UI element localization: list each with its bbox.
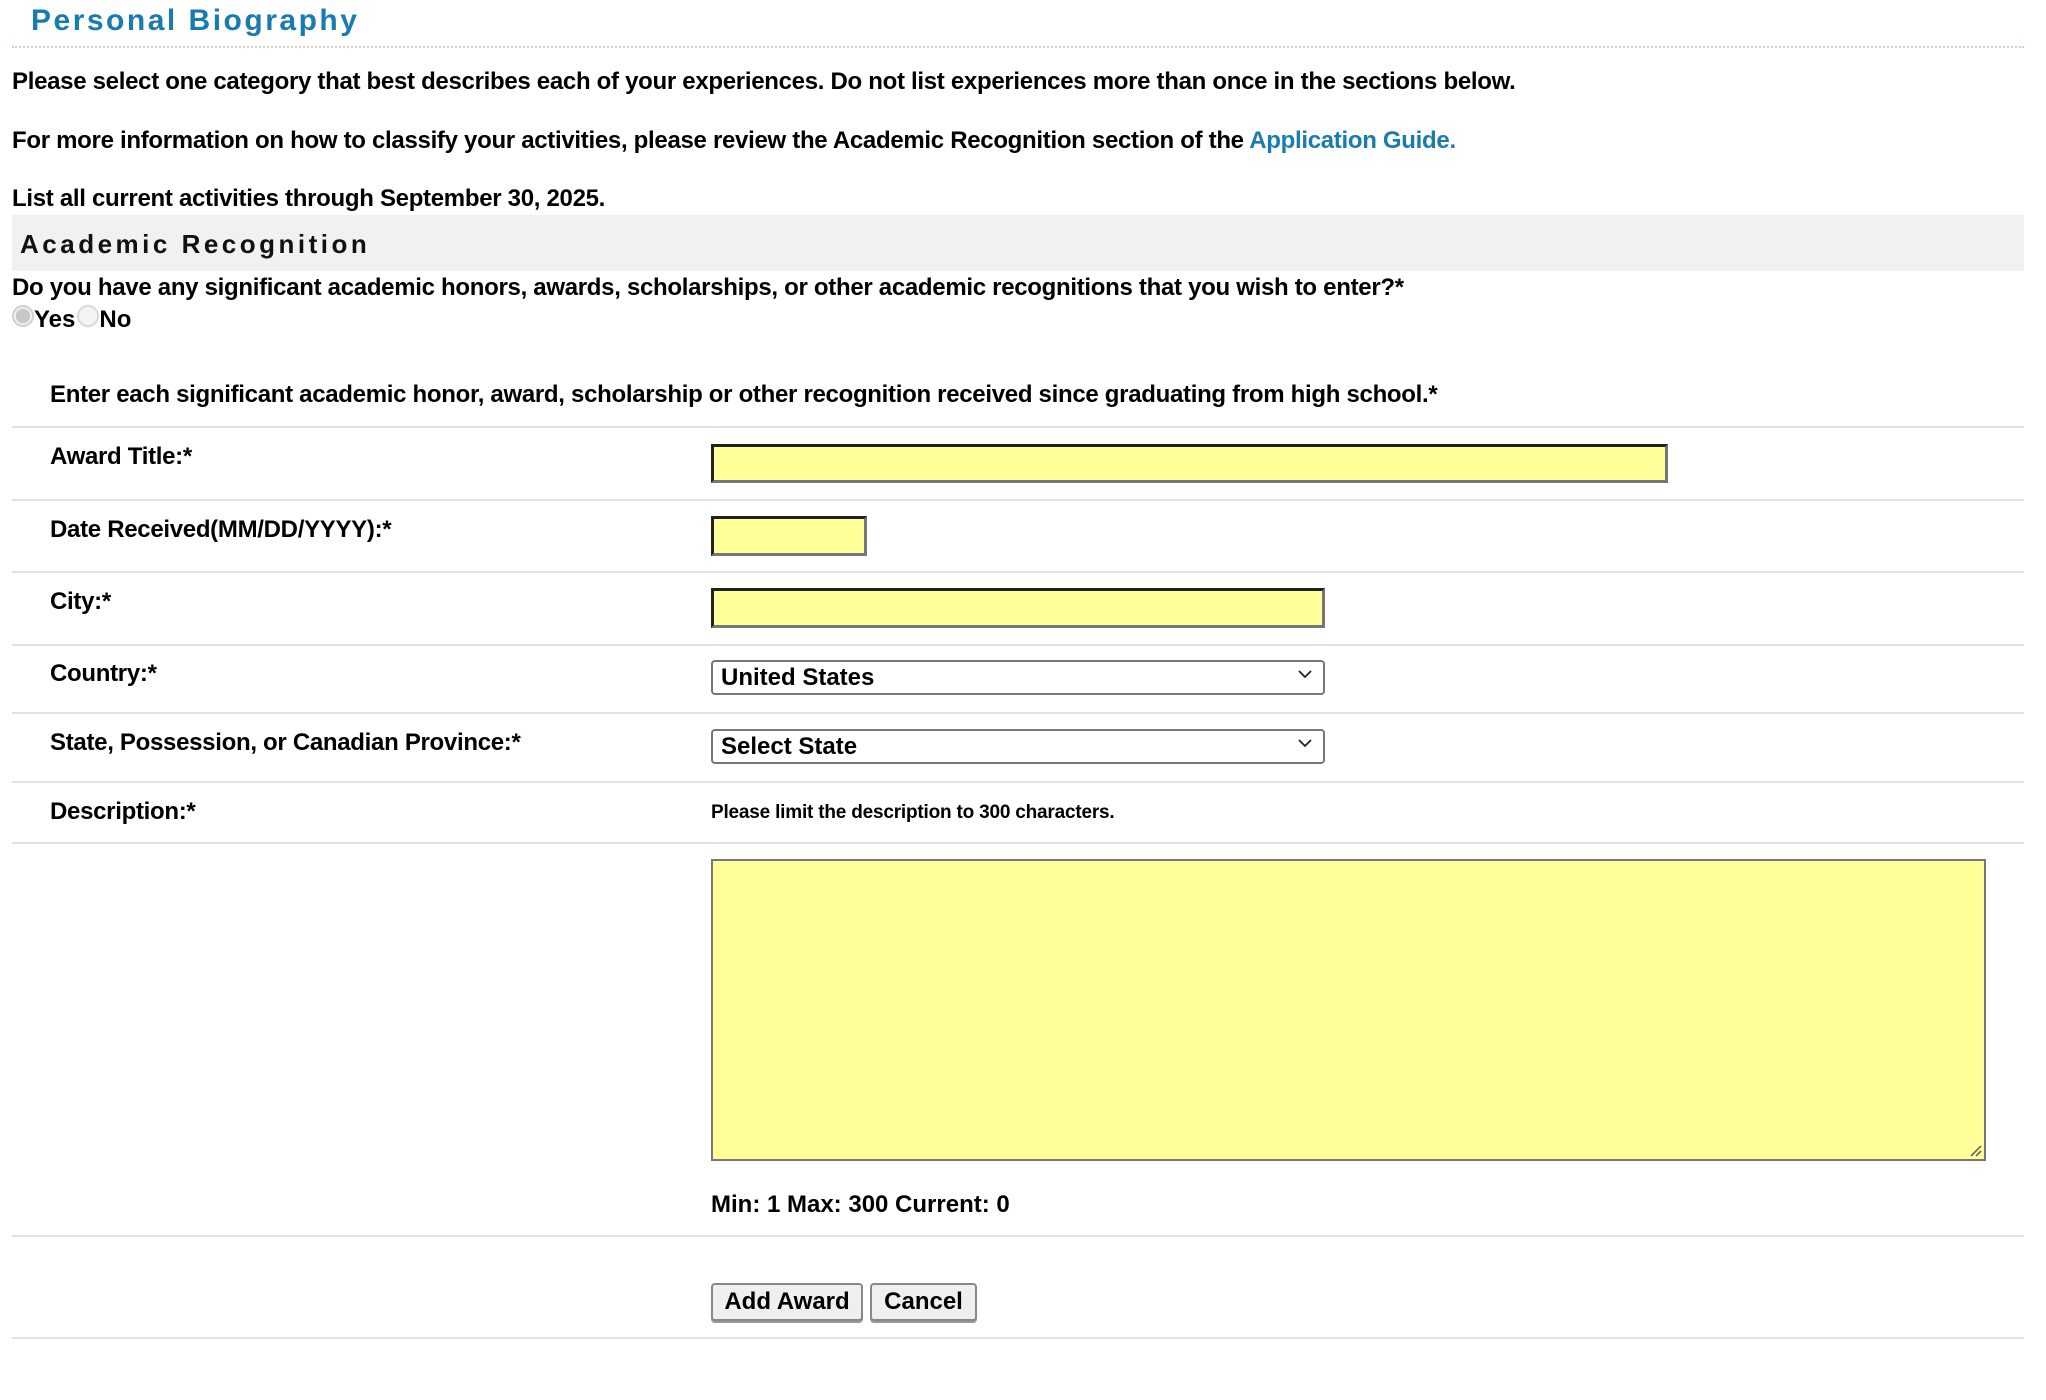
intro-line-3: List all current activities through September 30, 2025. [12, 185, 606, 212]
character-counter: Min: 1 Max: 300 Current: 0 [711, 1191, 1010, 1218]
recognition-radio-group [12, 306, 133, 334]
row-divider [12, 571, 2024, 573]
radio-no-label[interactable]: No [99, 306, 132, 333]
state-label: State, Possession, or Canadian Province:* [50, 729, 521, 756]
cancel-button[interactable]: Cancel [870, 1283, 977, 1321]
row-divider [12, 781, 2024, 783]
intro-line-2-text: For more information on how to classify your activities, please review the Academic Recognition section of the [12, 127, 1250, 154]
application-guide-link[interactable]: Application Guide. [1249, 127, 1456, 154]
intro-line-1: Please select one category that best describes each of your experiences. Do not list experiences more than once in the sections below. [12, 68, 1516, 95]
city-input[interactable] [711, 588, 1325, 628]
row-divider [12, 1337, 2024, 1339]
country-label: Country:* [50, 660, 157, 687]
row-divider [12, 426, 2024, 428]
page-title: Personal Biography [31, 4, 360, 37]
row-divider [12, 712, 2024, 714]
row-divider [12, 842, 2024, 844]
description-textarea[interactable] [711, 859, 1986, 1161]
state-select[interactable] [711, 729, 1325, 764]
description-hint: Please limit the description to 300 characters. [711, 802, 1115, 823]
date-received-label: Date Received(MM/DD/YYYY):* [50, 516, 392, 543]
radio-yes[interactable] [12, 305, 34, 327]
country-select-value: United States [721, 664, 875, 691]
row-divider [12, 1235, 2024, 1237]
resize-grip-icon[interactable] [1968, 1143, 1982, 1157]
add-award-button[interactable]: Add Award [711, 1283, 863, 1321]
state-select-value: Select State [721, 733, 858, 760]
section-header [12, 215, 2024, 271]
title-divider [12, 46, 2024, 48]
description-label: Description:* [50, 798, 196, 825]
radio-yes-label[interactable]: Yes [34, 306, 76, 333]
date-received-input[interactable] [711, 516, 867, 556]
award-instruction: Enter each significant academic honor, award, scholarship or other recognition received since graduating from high school.* [50, 381, 1438, 408]
row-divider [12, 499, 2024, 501]
city-label: City:* [50, 588, 111, 615]
section-title: Academic Recognition [20, 229, 371, 259]
row-divider [12, 644, 2024, 646]
award-title-label: Award Title:* [50, 443, 192, 470]
intro-line-2 [12, 127, 1456, 155]
award-title-input[interactable] [711, 444, 1668, 483]
recognition-question: Do you have any significant academic honors, awards, scholarships, or other academic recognitions that you wish to enter?* [12, 274, 1404, 301]
chevron-down-icon [1297, 735, 1313, 751]
chevron-down-icon [1297, 666, 1313, 682]
country-select[interactable] [711, 660, 1325, 695]
radio-no[interactable] [77, 305, 99, 327]
